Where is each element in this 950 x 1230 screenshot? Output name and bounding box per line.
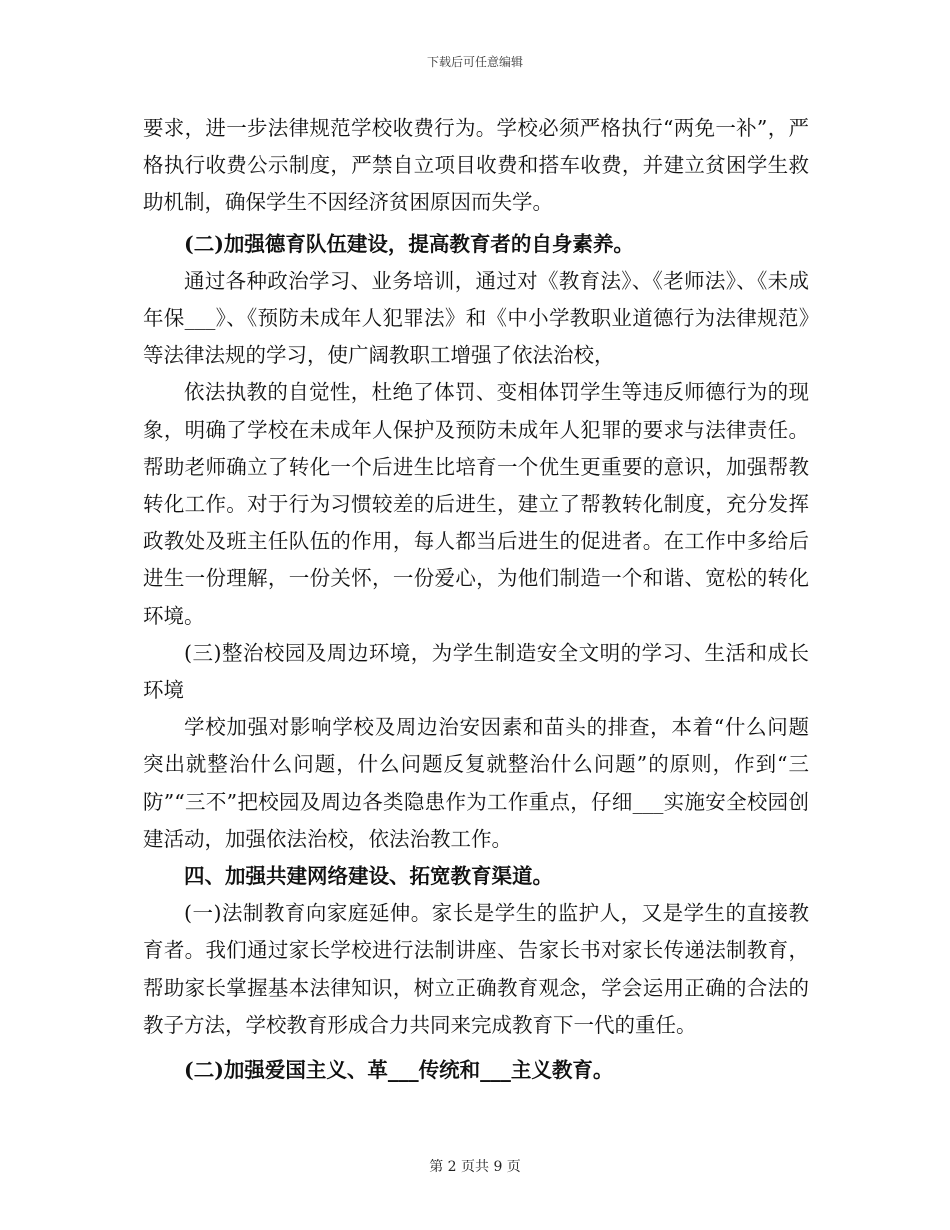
paragraph-law-study: 通过各种政治学习、业务培训，通过对《教育法》、《老师法》、《未成年保___》、《预防未成年人犯罪法》和《中小学教职业道德行为法律规范》等法律法规的学习，使广阔教职工增强了依法治校， — [143, 268, 809, 368]
paragraph-teaching-by-law: 依法执教的自觉性，杜绝了体罚、变相体罚学生等违反师德行为的现象，明确了学校在未成年人保护及预防未成年人犯罪的要求与法律责任。帮助老师确立了转化一个后进生比培育一个优生更重要的意识，加强帮教转化工作。对于行为习惯较差的后进生，建立了帮教转化制度，充分发挥政教处及班主任队伍的作用，每人都当后进生的促进者。在工作中多给后进生一份理解，一份关怀，一份爱心，为他们制造一个和谐、宽松的转化环境。 — [143, 380, 809, 628]
section-heading-patriotism: (二)加强爱国主义、革___传统和___主义教育。 — [184, 1058, 614, 1083]
document-body — [143, 110, 809, 1089]
paragraph-family-education: (一)法制教育向家庭延伸。家长是学生的监护人，又是学生的直接教育者。我们通过家长学校进行法制讲座、告家长书对家长传递法制教育，帮助家长掌握基本法律知识，树立正确教育观念，学会运用正确的合法的教子方法，学校教育形成合力共同来完成教育下一代的重任。 — [143, 901, 809, 1037]
page-footer: 第 2 页共 9 页 — [429, 1159, 521, 1175]
paragraph-safety-inspection: 学校加强对影响学校及周边治安因素和苗头的排查，本着“什么问题突出就整治什么问题，什么问题反复就整治什么问题”的原则，作到“三防”“三不”把校园及周边各类隐患作为工作重点，仔细___实施安全校园创建活动，加强依法治校，依法治教工作。 — [143, 715, 809, 851]
paragraph-fee-regulation: 要求，进一步法律规范学校收费行为。学校必须严格执行“两免一补”，严格执行收费公示制度，严禁自立项目收费和搭车收费，并建立贫困学生救助机制，确保学生不因经济贫困原因而失学。 — [143, 116, 809, 215]
section-heading-campus-environment: (三)整治校园及周边环境，为学生制造安全文明的学习、生活和成长环境 — [143, 640, 809, 703]
page-header: 下载后可任意编辑 — [426, 55, 523, 69]
section-heading-moral-team: (二)加强德育队伍建设，提高教育者的自身素养。 — [184, 231, 634, 256]
section-heading-network-building: 四、加强共建网络建设、拓宽教育渠道。 — [184, 864, 553, 889]
